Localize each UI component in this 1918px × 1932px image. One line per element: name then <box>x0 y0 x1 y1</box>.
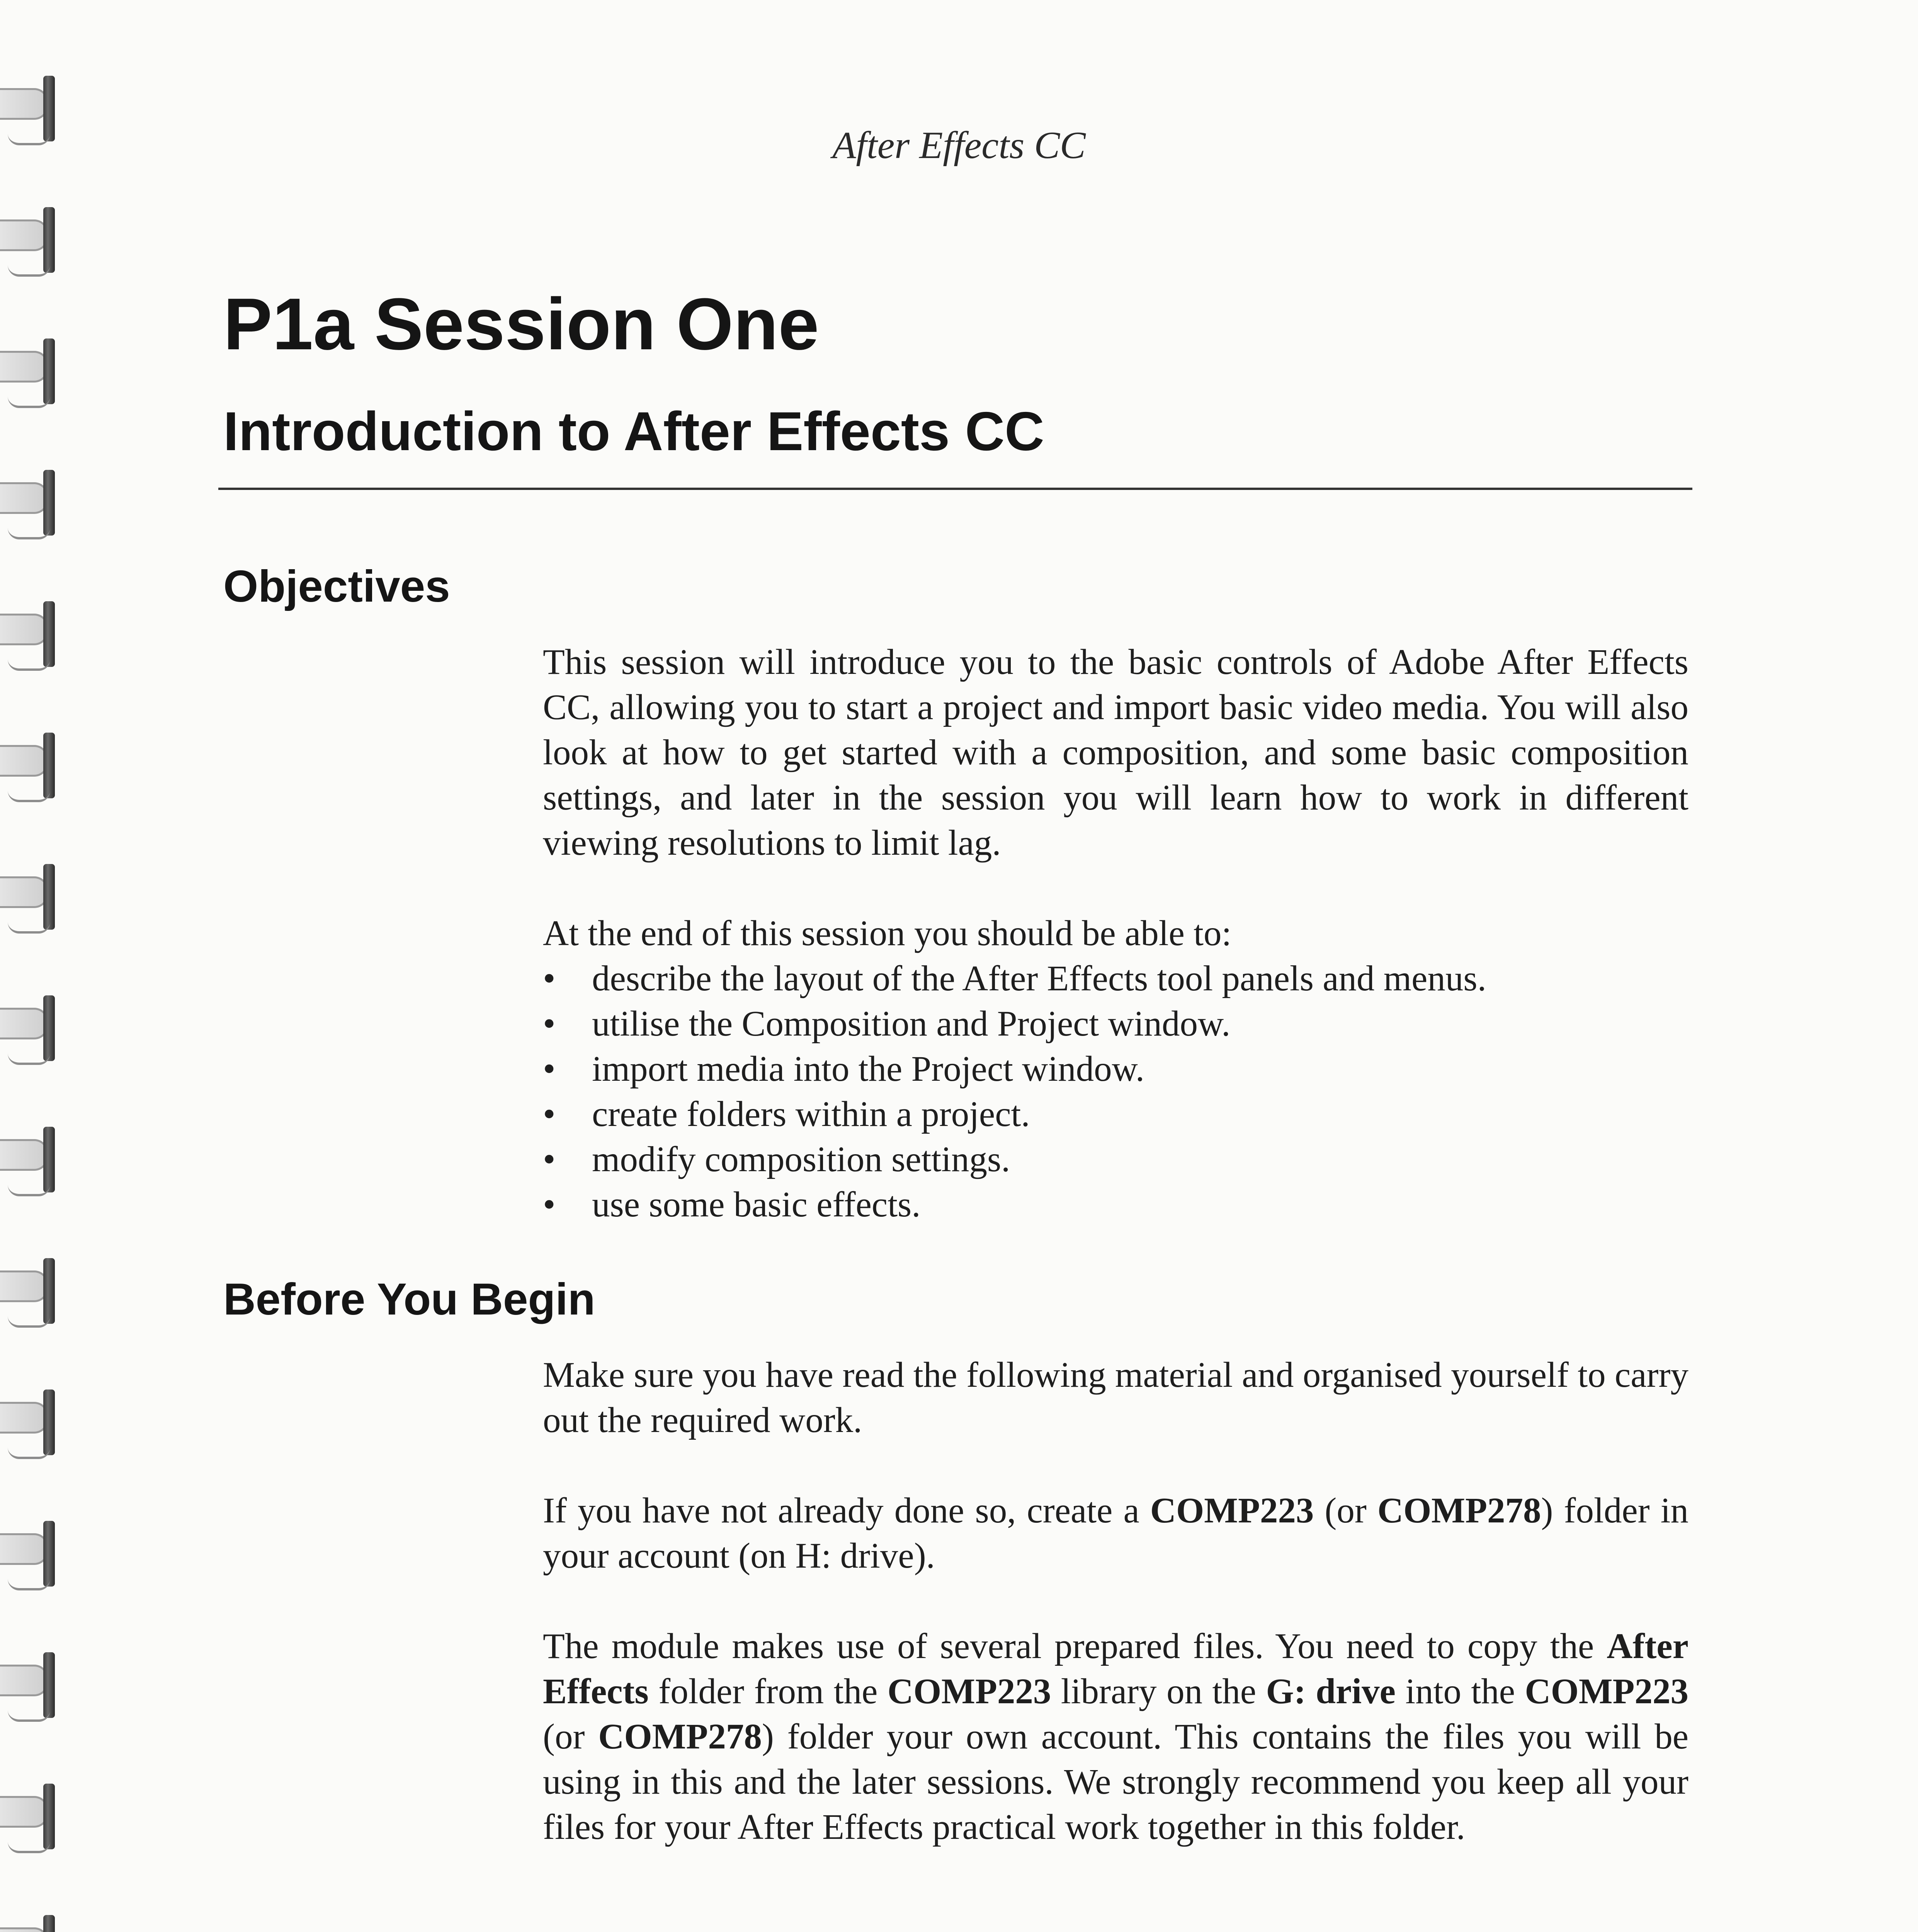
binding-ring <box>0 730 66 808</box>
binding-ring <box>0 1387 66 1464</box>
list-item: • utilise the Composition and Project window. <box>543 1001 1688 1046</box>
running-head: After Effects CC <box>832 124 1086 167</box>
objectives-list <box>543 956 1688 1227</box>
before-paragraph-1: Make sure you have read the following material and organised yourself to carry out the required work. <box>543 1355 1688 1440</box>
objectives-heading: Objectives <box>223 561 450 611</box>
binding-ring <box>0 1256 66 1333</box>
before-body <box>543 1352 1688 1850</box>
before-paragraph-3: The module makes use of several prepared files. You need to copy the After Effects folder from the COMP223 library on the G: drive into the COMP223 (or COMP278) folder your own account. This contains the files you will be using in this and the later sessions. We strongly recommend you keep all your files for your After Effects practical work together in this folder. <box>543 1626 1688 1847</box>
binding-ring <box>0 599 66 676</box>
binding-ring <box>0 862 66 939</box>
binding-ring <box>0 468 66 545</box>
binding-ring <box>0 1650 66 1727</box>
binding-ring <box>0 1913 66 1932</box>
list-item: • import media into the Project window. <box>543 1046 1688 1092</box>
binding-ring <box>0 205 66 282</box>
binding-ring <box>0 1781 66 1859</box>
spiral-binding <box>0 0 77 1932</box>
binding-ring <box>0 1519 66 1596</box>
binding-ring <box>0 1124 66 1202</box>
before-heading: Before You Begin <box>223 1274 595 1324</box>
list-item: • create folders within a project. <box>543 1092 1688 1137</box>
objectives-body <box>543 639 1688 1227</box>
list-item: • use some basic effects. <box>543 1182 1688 1227</box>
objectives-intro: This session will introduce you to the basic controls of Adobe After Effects CC, allowing you to start a project and import basic video media. You will also look at how to get started with a composition, and some basic composition settings, and later in the session you will learn how to work in different viewing resolutions to limit lag. <box>543 642 1688 863</box>
list-item: • modify composition settings. <box>543 1137 1688 1182</box>
page-subtitle: Introduction to After Effects CC <box>223 401 1044 462</box>
binding-ring <box>0 993 66 1070</box>
objectives-lead: At the end of this session you should be able to: <box>543 913 1232 953</box>
page-title: P1a Session One <box>223 283 819 365</box>
binding-ring <box>0 336 66 413</box>
title-divider <box>218 488 1692 490</box>
before-paragraph-2: If you have not already done so, create a COMP223 (or COMP278) folder in your account (on H: drive). <box>543 1491 1688 1576</box>
list-item: • describe the layout of the After Effects tool panels and menus. <box>543 956 1688 1001</box>
